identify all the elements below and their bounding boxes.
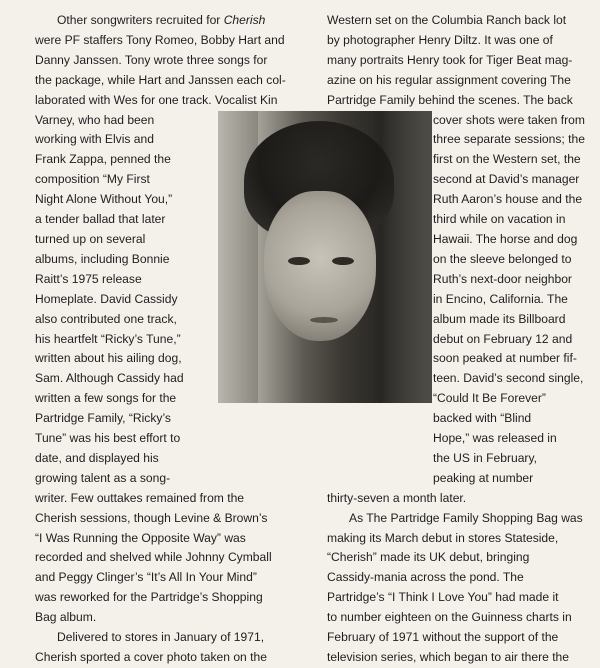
text-line: thirty-seven a month later. <box>327 490 467 505</box>
text-line: album made its Billboard <box>433 311 566 326</box>
text-line: the US in February, <box>433 450 537 465</box>
text-line: his heartfelt “Ricky’s Tune,” <box>35 331 181 346</box>
text-line: Partridge’s “I Think I Love You” had made it <box>327 590 559 605</box>
text-line: Frank Zappa, penned the <box>35 152 171 167</box>
text-line: Hope,” was released in <box>433 431 557 446</box>
text-line: backed with “Blind <box>433 411 532 426</box>
text-line: Night Alone Without You,” <box>35 192 173 207</box>
text-line: peaking at number <box>433 470 534 485</box>
text-line: Hawaii. The horse and dog <box>433 231 578 246</box>
text-line: were PF staffers Tony Romeo, Bobby Hart and <box>35 32 285 47</box>
text-line: Danny Janssen. Tony wrote three songs for <box>35 52 268 67</box>
text-line: turned up on several <box>35 231 146 246</box>
text-line: Cherish sported a cover photo taken on the <box>35 650 267 664</box>
text-line: Other songwriters recruited for Cherish <box>57 13 266 27</box>
text-line: making its March debut in stores Stateside, <box>327 530 559 545</box>
text-line: soon peaked at number fif- <box>433 351 577 366</box>
text-line: Partridge Family, “Ricky’s <box>35 411 171 426</box>
text-line: writer. Few outtakes remained from the <box>35 490 245 505</box>
text-line: “Cherish” made its UK debut, bringing <box>327 550 530 565</box>
text-line: “Could It Be Forever” <box>433 391 546 406</box>
text-line: teen. David’s second single, <box>433 371 584 386</box>
text-line: a tender ballad that later <box>35 212 166 227</box>
text-line: in Encino, California. The <box>433 291 568 306</box>
text-line: first on the Western set, the <box>433 152 581 167</box>
text-line: “I Was Running the Opposite Way” was <box>35 530 246 545</box>
text-line: also contributed one track, <box>35 311 177 326</box>
text-line: and Peggy Clinger’s “It’s All In Your Mind” <box>35 570 257 585</box>
text-line: Cassidy-mania across the pond. The <box>327 570 524 585</box>
text-line: debut on February 12 and <box>433 331 573 346</box>
text-line: three separate sessions; the <box>433 132 585 147</box>
text-line: written a few songs for the <box>35 391 177 406</box>
text-line: Varney, who had been <box>35 112 155 127</box>
left-column <box>35 11 305 668</box>
text-line: As The Partridge Family Shopping Bag was <box>349 510 583 525</box>
text-line: Delivered to stores in January of 1971, <box>57 630 265 645</box>
text-line: recorded and shelved while Johnny Cymball <box>35 550 272 565</box>
text-line: working with Elvis and <box>35 132 154 147</box>
text-line: February of 1971 without the support of the <box>327 630 559 645</box>
right-column <box>327 11 585 668</box>
right-paragraph-2 <box>327 509 583 668</box>
text-line: Homeplate. David Cassidy <box>35 291 178 306</box>
text-line: composition “My First <box>35 172 150 187</box>
text-line: the package, while Hart and Janssen each col- <box>35 72 286 87</box>
text-line: growing talent as a song- <box>35 470 171 485</box>
text-line: written about his ailing dog, <box>35 351 182 366</box>
text-line: Ruth’s next-door neighbor <box>433 271 572 286</box>
text-line: Raitt’s 1975 release <box>35 271 142 286</box>
text-line: Tune” was his best effort to <box>35 431 181 446</box>
text-line: albums, including Bonnie <box>35 251 170 266</box>
text-line: to number eighteen on the Guinness charts in <box>327 610 572 625</box>
text-line: cover shots were taken from <box>433 112 585 127</box>
text-line: many portraits Henry took for Tiger Beat mag- <box>327 52 573 67</box>
text-line: by photographer Henry Diltz. It was one of <box>327 32 553 47</box>
text-line: Western set on the Columbia Ranch back lot <box>327 13 567 27</box>
text-line: Cherish sessions, though Levine & Brown’s <box>35 510 268 525</box>
right-paragraph-1 <box>327 11 585 509</box>
text-line: date, and displayed his <box>35 450 159 465</box>
text-line: laborated with Wes for one track. Vocalist Kin <box>35 92 278 107</box>
left-paragraph-2 <box>35 628 305 668</box>
text-line: television series, which began to air there the <box>327 650 570 664</box>
text-line: Partridge Family behind the scenes. The back <box>327 92 573 107</box>
text-line: Sam. Although Cassidy had <box>35 371 184 386</box>
text-line: second at David’s manager <box>433 172 580 187</box>
text-line: Bag album. <box>35 610 97 625</box>
text-line: azine on his regular assignment covering The <box>327 72 571 87</box>
text-line: on the sleeve belonged to <box>433 251 572 266</box>
left-paragraph-1 <box>35 11 305 628</box>
text-line: Ruth Aaron’s house and the <box>433 192 583 207</box>
text-line: third while on vacation in <box>433 212 566 227</box>
text-line: was reworked for the Partridge’s Shopping <box>35 590 263 605</box>
